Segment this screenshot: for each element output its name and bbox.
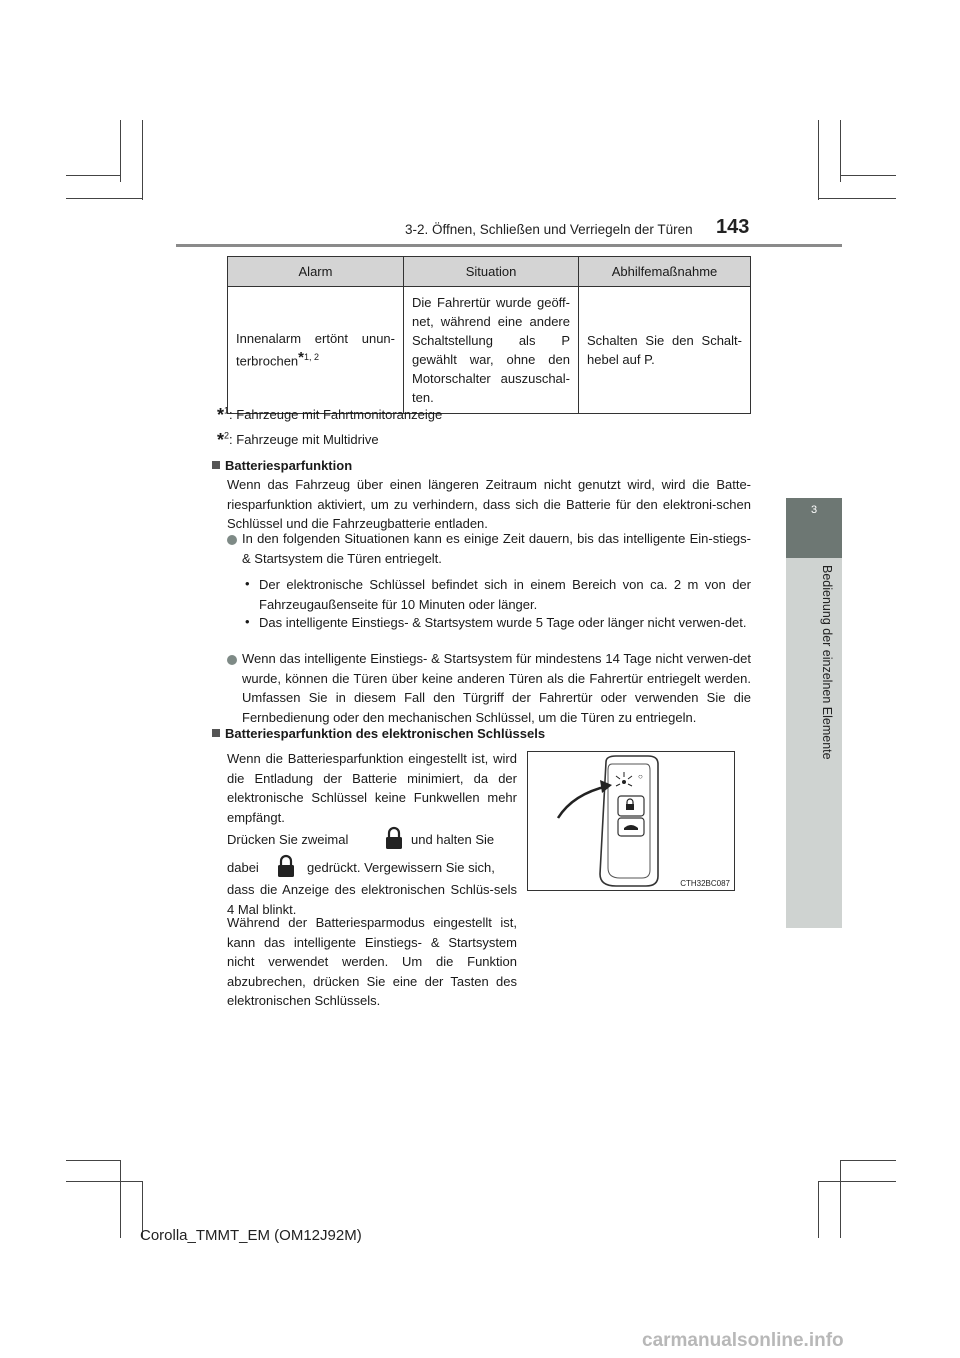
table-header-situation: Situation [404, 257, 579, 287]
footnote-star: * [217, 405, 225, 425]
square-bullet-icon [212, 729, 220, 737]
sub-point-2: Das intelligente Einstiegs- & Startsystem wurde 5 Tage oder länger nicht verwen-det. [259, 615, 747, 630]
image-caption: CTH32BC087 [680, 879, 730, 888]
bullet-icon: • [245, 576, 250, 591]
press-text-c: dabei [227, 860, 259, 875]
crop-mark [818, 198, 896, 199]
lock-icon [276, 854, 296, 878]
table-header-remedy: Abhilfemaßnahme [579, 257, 751, 287]
header-divider [176, 244, 842, 247]
lock-icon [384, 826, 404, 850]
press-text-a: Drücken Sie zweimal [227, 832, 349, 847]
footnote-text: : Fahrzeuge mit Fahrtmonitoranzeige [229, 407, 443, 422]
key-illustration [527, 751, 735, 891]
section-heading-battery-saving [212, 458, 352, 473]
crop-mark [66, 1160, 121, 1161]
footnote-star: * [217, 430, 225, 450]
crop-mark [120, 1160, 121, 1238]
circle-bullet-icon [227, 655, 237, 665]
section-heading-key-battery-saving [212, 726, 545, 741]
point-2: Wenn das intelligente Einstiegs- & Startsystem für mindestens 14 Tage nicht verwen-det wurde, können die Türen über keine anderen Türen als die Fahrertür entriegelt werden. Umfassen Sie in diesem Fall den Türgriff der Fahrertür oder verwenden Sie die Fernbedienung oder den mechanischen Schlüssel, um die Türen zu entriegeln. [242, 651, 751, 725]
alarm-footnote-ref: 1, 2 [304, 352, 320, 363]
press-text-d: gedrückt. Vergewissern Sie sich, [307, 860, 495, 875]
crop-mark [840, 120, 841, 182]
crop-mark [840, 1160, 896, 1161]
section2-para2: dass die Anzeige des elektronischen Schlüs-sels 4 Mal blinkt. [227, 882, 517, 917]
press-instruction-line1 [227, 830, 517, 850]
section-heading-text: Batteriesparfunktion des elektronischen Schlüssels [225, 726, 546, 741]
footnote-2 [217, 430, 379, 451]
alarm-table [227, 256, 751, 414]
footnote-number: 1 [224, 405, 230, 416]
page-number: 143 [716, 216, 750, 238]
chapter-tab-number: 3 [810, 504, 818, 516]
circle-bullet-icon [227, 535, 237, 545]
alarm-text: Innenalarm ertönt unun-terbrochen [236, 331, 395, 369]
crop-mark [840, 1160, 841, 1238]
table-cell-situation: Die Fahrertür wurde geöff-net, während eine andere Schaltstellung als P gewählt war, ohne den Motorschalter auszuschal-ten. [404, 287, 579, 414]
section-heading-text: Batteriesparfunktion [225, 458, 353, 473]
table-row [228, 287, 751, 414]
section-intro: Wenn das Fahrzeug über einen längeren Zeitraum nicht genutzt wird, wird die Batte-riesparfunktion aktiviert, um zu verhindern, dass sich die Batterie für den elektroni-schen Schlüssel und die Fahrzeugbatterie entladen. [227, 477, 751, 531]
footnote-text: : Fahrzeuge mit Multidrive [229, 432, 379, 447]
point-1: In den folgenden Situationen kann es einige Zeit dauern, bis das intelligente Ein-stiegs- & Startsystem die Türen entriegelt. [242, 531, 751, 566]
crop-mark [120, 120, 121, 182]
square-bullet-icon [212, 461, 220, 469]
footnote-number: 2 [224, 430, 230, 441]
table-cell-alarm: Innenalarm ertönt unun-terbrochen$^{*1, 2}$ [228, 287, 404, 414]
crop-mark [66, 198, 143, 199]
table-cell-remedy: Schalten Sie den Schalt-hebel auf P. [579, 287, 751, 414]
crop-mark [142, 120, 143, 200]
footnote-1 [217, 405, 442, 426]
watermark: carmanualsonline.info [642, 1330, 844, 1351]
bullet-icon: • [245, 614, 250, 629]
crop-mark [66, 175, 121, 176]
svg-text:○: ○ [638, 772, 643, 781]
crop-mark [818, 120, 819, 200]
table-header-row [228, 257, 751, 287]
crop-mark [66, 1181, 143, 1182]
table-header-alarm: Alarm [228, 257, 404, 287]
section2-para3: Während der Batteriesparmodus eingestellt ist, kann das intelligente Einstiegs- & Startsystem nicht verwendet werden. Um die Funktion abzubrechen, drücken Sie eine der Tasten des elektronischen Schlüssels. [227, 915, 517, 1008]
press-instruction-line2 [227, 858, 517, 878]
crop-mark [818, 1181, 896, 1182]
sub-point-1: Der elektronische Schlüssel befindet sich in einem Bereich von ca. 2 m von der Fahrzeugaußenseite für 10 Minuten oder länger. [259, 577, 751, 612]
chapter-tab-label: Bedienung der einzelnen Elemente [820, 565, 834, 760]
press-text-b: und halten Sie [411, 832, 495, 847]
crop-mark [840, 175, 896, 176]
chapter-title: 3-2. Öffnen, Schließen und Verriegeln der Türen [405, 222, 693, 237]
footer-document-id: Corolla_TMMT_EM (OM12J92M) [140, 1227, 362, 1244]
crop-mark [818, 1181, 819, 1238]
section2-para1: Wenn die Batteriesparfunktion eingestellt ist, wird die Entladung der Batterie minimiert, da der elektronische Schlüssel keine Funkwellen mehr empfängt. [227, 751, 517, 825]
electronic-key-image [528, 752, 734, 890]
